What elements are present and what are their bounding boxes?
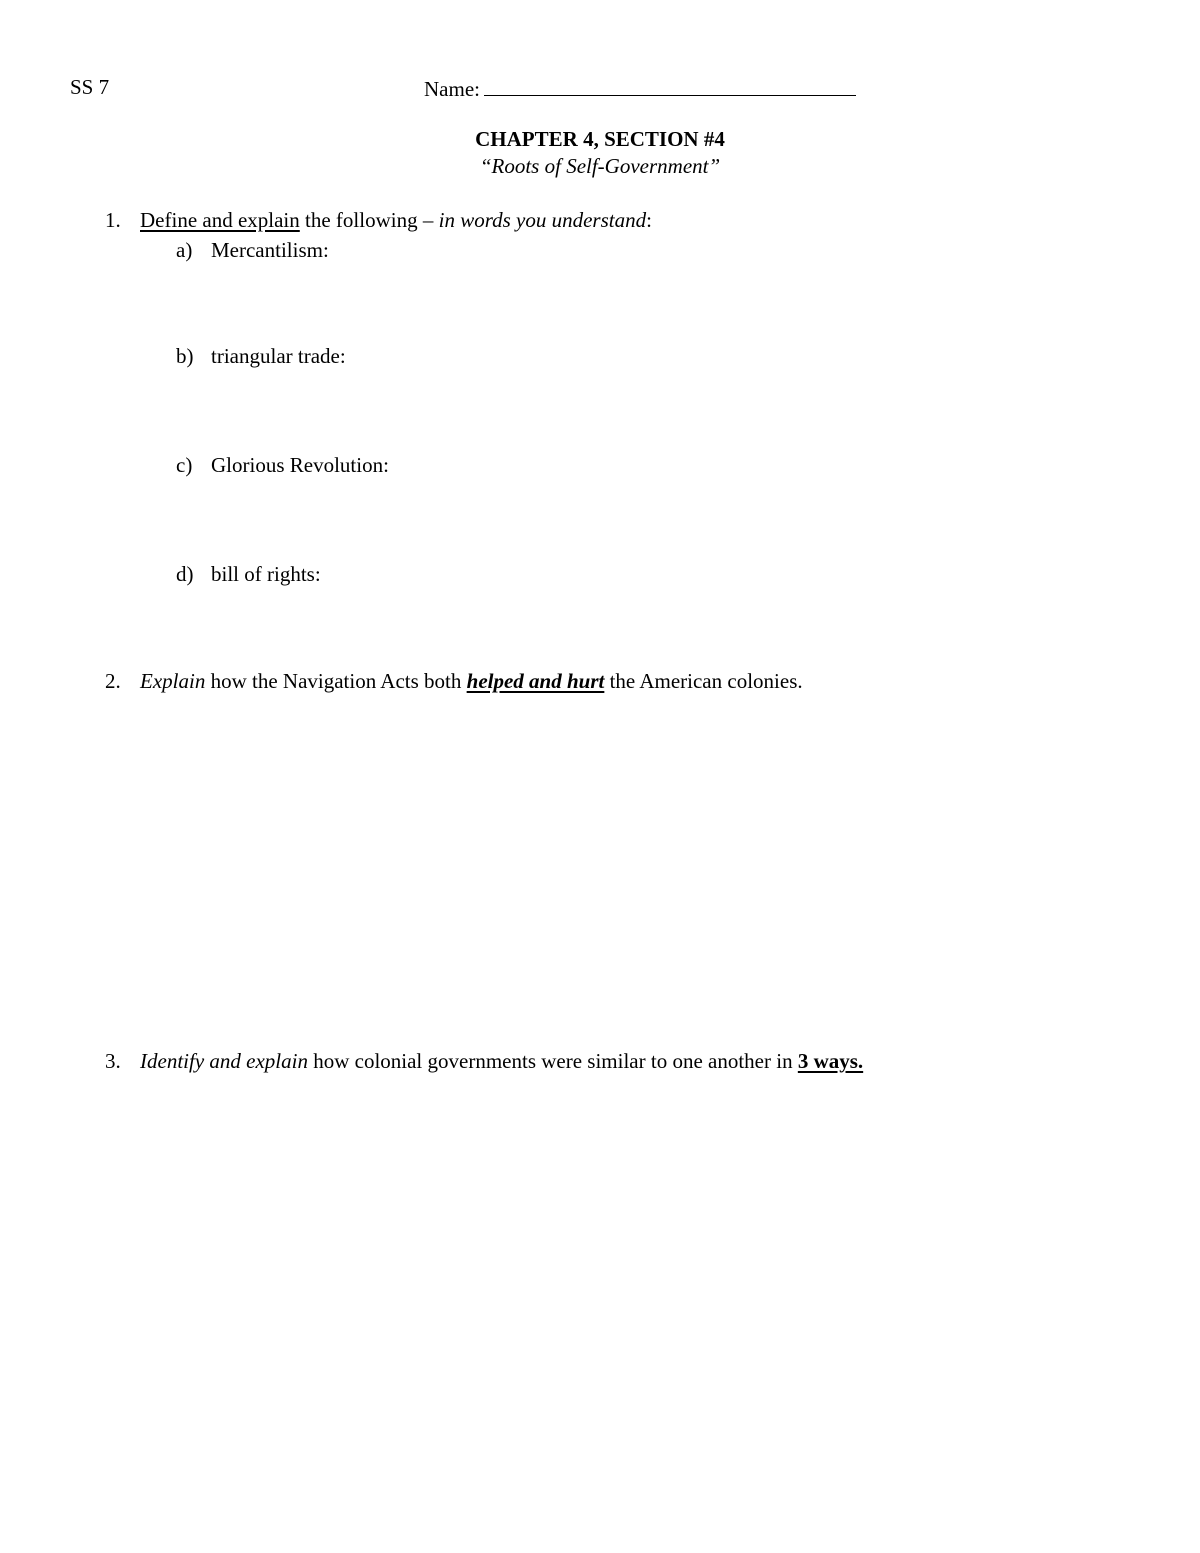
question-1-text: the following –: [299, 208, 439, 232]
question-1-item-d: [176, 564, 321, 585]
item-letter: d): [176, 562, 194, 586]
question-2: [105, 671, 803, 692]
question-number: 1.: [105, 208, 121, 232]
item-letter: b): [176, 344, 194, 368]
question-2-text: how the Navigation Acts both: [205, 669, 467, 693]
question-1-item-b: [176, 346, 346, 367]
question-2-verb: Explain: [140, 669, 206, 693]
question-1-item-a: [176, 240, 329, 261]
item-letter: c): [176, 453, 193, 477]
question-1-colon: :: [646, 208, 652, 232]
item-term: Mercantilism:: [211, 238, 329, 262]
question-3-verb: Identify and explain: [140, 1049, 308, 1073]
name-field[interactable]: [424, 77, 856, 100]
item-term: bill of rights:: [211, 562, 321, 586]
page-title: CHAPTER 4, SECTION #4: [475, 127, 725, 151]
question-1-instruction: Define and explain: [140, 208, 300, 232]
item-term: Glorious Revolution:: [211, 453, 389, 477]
name-label: Name:: [424, 77, 480, 101]
question-1-note: in words you understand: [438, 208, 647, 232]
question-3-emphasis: 3 ways.: [797, 1049, 864, 1073]
question-3: [105, 1051, 863, 1072]
question-2-end: the American colonies.: [604, 669, 803, 693]
page-subtitle: “Roots of Self-Government”: [479, 154, 721, 178]
question-3-text: how colonial governments were similar to one another in: [307, 1049, 798, 1073]
item-term: triangular trade:: [211, 344, 346, 368]
item-letter: a): [176, 238, 193, 262]
question-number: 3.: [105, 1049, 121, 1073]
question-1-item-c: [176, 455, 389, 476]
question-2-emphasis: helped and hurt: [466, 669, 605, 693]
name-blank-line[interactable]: [484, 77, 856, 96]
question-1: [105, 210, 652, 231]
course-label: SS 7: [70, 75, 110, 99]
question-number: 2.: [105, 669, 121, 693]
